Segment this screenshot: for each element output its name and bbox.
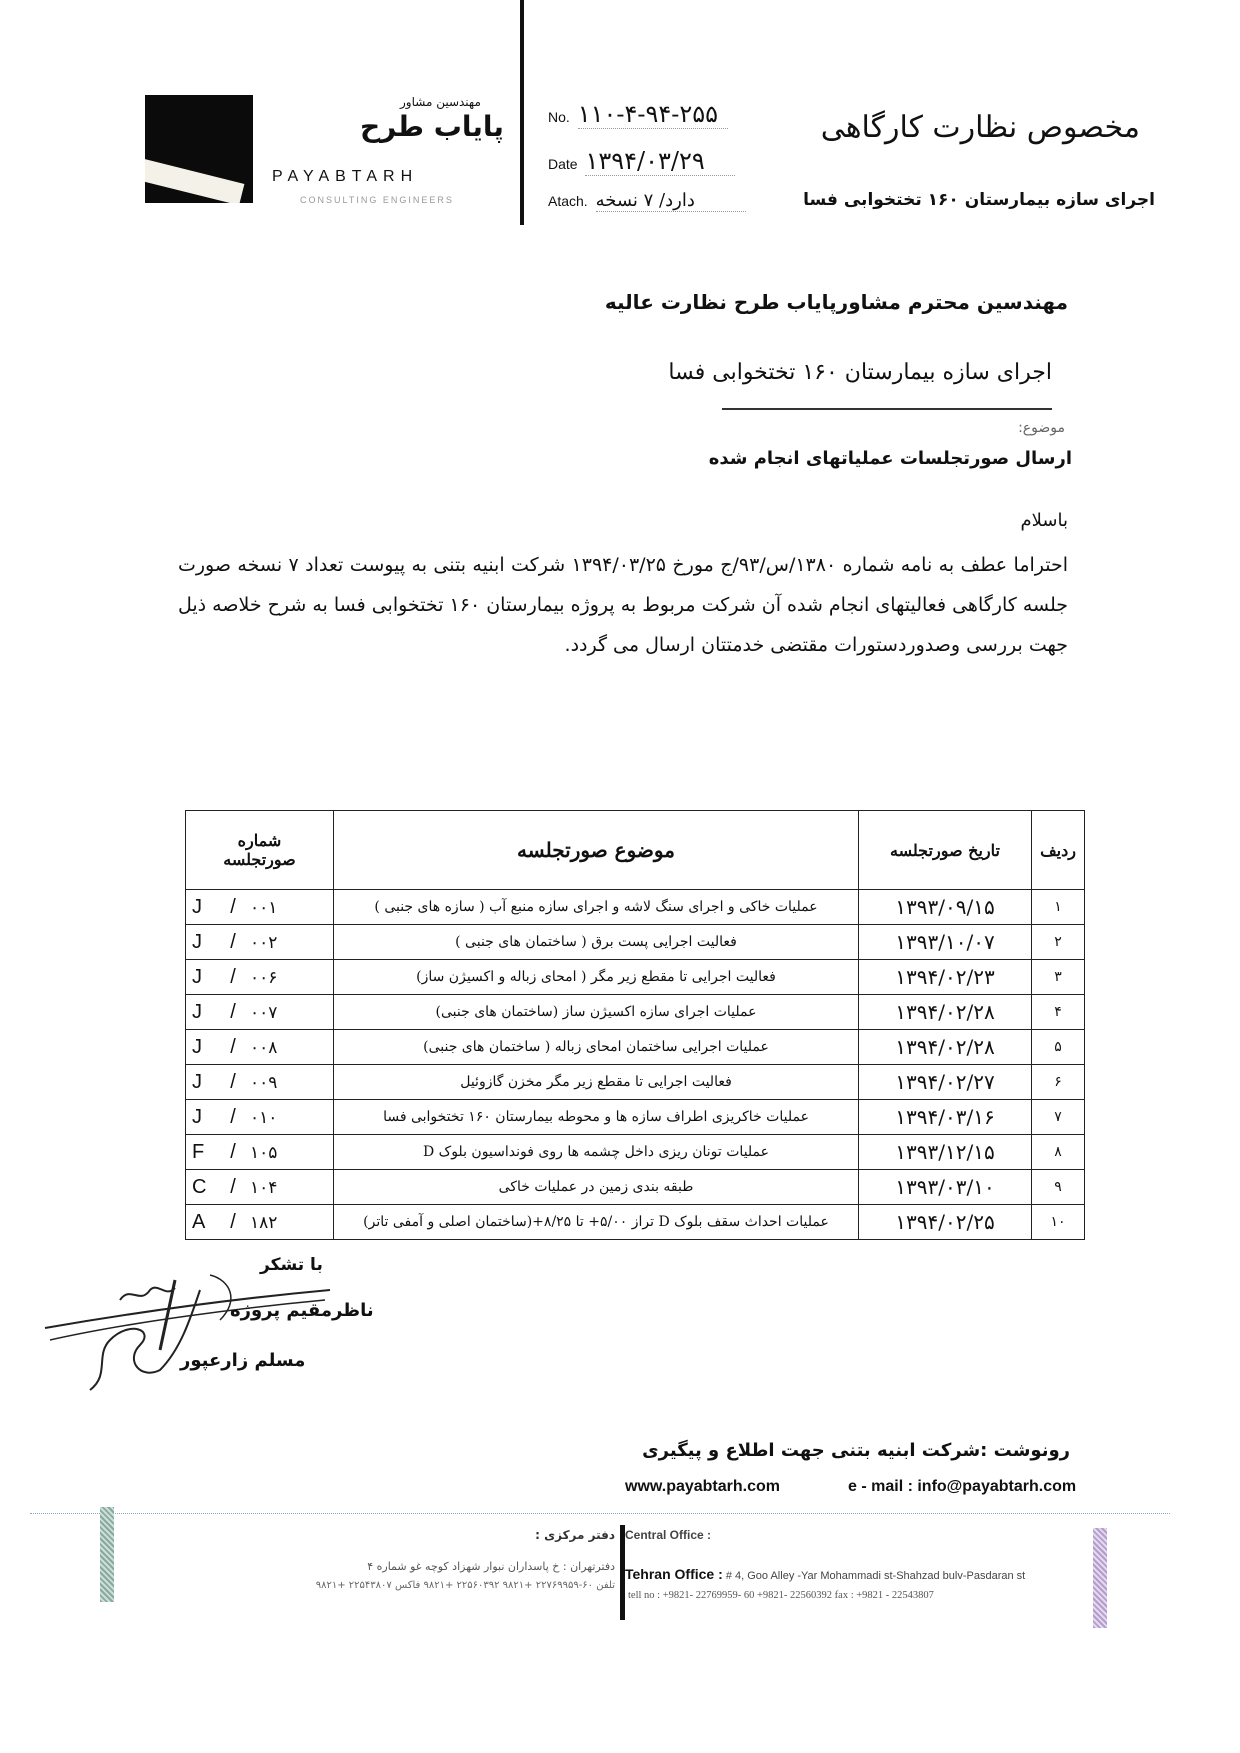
session-series: J	[192, 965, 202, 988]
cell-session-number	[186, 1170, 334, 1205]
sessions-table	[185, 810, 1085, 1240]
special-title: مخصوص نظارت کارگاهی	[820, 110, 1140, 145]
session-code: ۱۰۴	[250, 1177, 278, 1198]
session-series: J	[192, 895, 202, 918]
cell-date: ۱۳۹۳/۱۲/۱۵	[859, 1135, 1032, 1170]
session-series: J	[192, 1000, 202, 1023]
cell-row-number: ۵	[1032, 1030, 1085, 1065]
cell-session-number	[186, 925, 334, 960]
session-separator: /	[230, 1140, 236, 1163]
project-underline	[722, 408, 1052, 410]
cell-date: ۱۳۹۴/۰۲/۲۷	[859, 1065, 1032, 1100]
cell-session-number	[186, 1030, 334, 1065]
table-row	[186, 890, 1085, 925]
signer-role: ناظرمقیم پروژه	[230, 1300, 374, 1321]
tehran-office-fa: دفترتهران : خ پاسداران نبوار شهزاد کوچه غو شماره ۴	[367, 1560, 615, 1573]
tehran-office-label: Tehran Office :	[625, 1566, 723, 1582]
central-office-fa: دفتر مرکزی :	[535, 1528, 615, 1542]
cell-session-number	[186, 890, 334, 925]
letter-date-label: Date	[548, 156, 578, 172]
cell-row-number: ۱	[1032, 890, 1085, 925]
letter-number-label: No.	[548, 109, 570, 125]
header-divider	[520, 0, 524, 225]
cell-subject: عملیات تونان ریزی داخل چشمه ها روی فونداسیون بلوک D	[334, 1135, 859, 1170]
session-series: C	[192, 1175, 207, 1198]
table-row	[186, 1205, 1085, 1240]
letter-number-row	[548, 100, 728, 129]
table-body	[186, 890, 1085, 1240]
tehran-office-address: # 4, Goo Alley -Yar Mohammadi st-Shahzad bulv-Pasdaran st	[725, 1570, 1026, 1582]
cell-date: ۱۳۹۳/۰۳/۱۰	[859, 1170, 1032, 1205]
letter-date-value: ۱۳۹۴/۰۳/۲۹	[585, 147, 735, 176]
cell-subject: عملیات احداث سقف بلوک D تراز ۵/۰۰+ تا ۸/۲۵+(ساختمان اصلی و آمفی تاتر)	[334, 1205, 859, 1240]
cell-subject: عملیات اجرایی ساختمان امحای زباله ( ساختمان های جنبی)	[334, 1030, 859, 1065]
signature-scribble	[40, 1260, 340, 1400]
cell-subject: فعالیت اجرایی پست برق ( ساختمان های جنبی )	[334, 925, 859, 960]
logo-stripe	[145, 157, 244, 203]
session-series: A	[192, 1210, 206, 1233]
carbon-copy: رونوشت :شرکت ابنیه بتنی جهت اطلاع و پیگیری	[642, 1440, 1070, 1461]
header-session-number-line2: صورتجلسه	[223, 850, 296, 869]
cell-subject: عملیات خاکریزی اطراف سازه ها و محوطه بیمارستان ۱۶۰ تختخوابی فسا	[334, 1100, 859, 1135]
cell-date: ۱۳۹۳/۱۰/۰۷	[859, 925, 1032, 960]
session-code: ۰۰۸	[250, 1037, 278, 1058]
session-code: ۰۱۰	[250, 1107, 278, 1128]
cell-session-number	[186, 1065, 334, 1100]
central-office-en: Central Office :	[625, 1528, 712, 1542]
cell-session-number	[186, 995, 334, 1030]
cell-subject: عملیات اجرای سازه اکسیژن ساز (ساختمان های جنبی)	[334, 995, 859, 1030]
cell-subject: فعالیت اجرایی تا مقطع زیر مگر ( امحای زباله و اکسیژن ساز)	[334, 960, 859, 995]
session-code: ۰۰۹	[250, 1072, 278, 1093]
session-series: F	[192, 1140, 205, 1163]
phone-en: tell no : +9821- 22769959- 60 +9821- 22560392 fax : +9821 - 22543807	[628, 1590, 934, 1601]
cell-date: ۱۳۹۴/۰۲/۲۸	[859, 1030, 1032, 1065]
session-code: ۰۰۷	[250, 1002, 278, 1023]
session-separator: /	[230, 965, 236, 988]
cell-session-number	[186, 1205, 334, 1240]
session-separator: /	[230, 1175, 236, 1198]
session-separator: /	[230, 1000, 236, 1023]
company-logo	[145, 95, 253, 203]
cell-subject: عملیات خاکی و اجرای سنگ لاشه و اجرای سازه منبع آب ( سازه های جنبی )	[334, 890, 859, 925]
session-series: J	[192, 1070, 202, 1093]
cell-session-number	[186, 960, 334, 995]
website-link[interactable]: www.payabtarh.com	[625, 1478, 780, 1495]
header-session-number	[186, 811, 334, 890]
footer-rule	[30, 1513, 1170, 1515]
table-row	[186, 1135, 1085, 1170]
brand-subtitle-en: CONSULTING ENGINEERS	[300, 195, 454, 205]
letter-date-row	[548, 147, 735, 176]
table-row	[186, 1030, 1085, 1065]
email-link[interactable]: e - mail : info@payabtarh.com	[848, 1478, 1077, 1495]
table-row	[186, 925, 1085, 960]
session-code: ۱۸۲	[250, 1212, 278, 1233]
header-subject: موضوع صورتجلسه	[334, 811, 859, 890]
subject: ارسال صورتجلسات عملیاتهای انجام شده	[708, 448, 1072, 469]
table-row	[186, 1065, 1085, 1100]
cell-date: ۱۳۹۴/۰۲/۲۳	[859, 960, 1032, 995]
cell-subject: فعالیت اجرایی تا مقطع زیر مگر مخزن گازوئیل	[334, 1065, 859, 1100]
session-code: ۱۰۵	[250, 1142, 278, 1163]
table-row	[186, 960, 1085, 995]
letter-number-value: ۱۱۰-۴-۹۴-۲۵۵	[578, 100, 728, 129]
cell-subject: طبقه بندی زمین در عملیات خاکی	[334, 1170, 859, 1205]
header-row-number: ردیف	[1032, 811, 1085, 890]
footer-decor-left	[100, 1507, 114, 1602]
project-header: اجرای سازه بیمارستان ۱۶۰ تختخوابی فسا	[803, 190, 1155, 210]
attachment-value: دارد/ ۷ نسخه	[596, 190, 746, 212]
greeting: باسلام	[1020, 510, 1068, 531]
session-separator: /	[230, 895, 236, 918]
attachment-label: Atach.	[548, 193, 588, 209]
table-row	[186, 1100, 1085, 1135]
cell-session-number	[186, 1100, 334, 1135]
cell-date: ۱۳۹۴/۰۲/۲۸	[859, 995, 1032, 1030]
session-code: ۰۰۶	[250, 967, 278, 988]
cell-row-number: ۹	[1032, 1170, 1085, 1205]
cell-row-number: ۶	[1032, 1065, 1085, 1100]
session-series: J	[192, 1105, 202, 1128]
cell-row-number: ۳	[1032, 960, 1085, 995]
session-separator: /	[230, 1105, 236, 1128]
cell-row-number: ۴	[1032, 995, 1085, 1030]
cell-date: ۱۳۹۴/۰۲/۲۵	[859, 1205, 1032, 1240]
session-code: ۰۰۲	[250, 932, 278, 953]
signer-name: مسلم زارعپور	[180, 1350, 306, 1371]
session-code: ۰۰۱	[250, 897, 278, 918]
attachment-row	[548, 190, 746, 212]
cell-row-number: ۷	[1032, 1100, 1085, 1135]
project-line: اجرای سازه بیمارستان ۱۶۰ تختخوابی فسا	[668, 360, 1052, 385]
recipient: مهندسین محترم مشاورپایاب طرح نظارت عالیه	[604, 290, 1068, 314]
footer-decor-right	[1093, 1528, 1107, 1628]
cell-row-number: ۸	[1032, 1135, 1085, 1170]
cell-row-number: ۱۰	[1032, 1205, 1085, 1240]
session-series: J	[192, 1035, 202, 1058]
table-header-row	[186, 811, 1085, 890]
tehran-office-en	[625, 1566, 1025, 1582]
session-series: J	[192, 930, 202, 953]
cell-date: ۱۳۹۳/۰۹/۱۵	[859, 890, 1032, 925]
cell-row-number: ۲	[1032, 925, 1085, 960]
brand-tagline-fa: مهندسین مشاور	[400, 95, 481, 109]
header-session-number-line1: شماره	[237, 831, 282, 850]
cell-date: ۱۳۹۴/۰۳/۱۶	[859, 1100, 1032, 1135]
session-separator: /	[230, 930, 236, 953]
body-paragraph: احتراما عطف به نامه شماره ۱۳۸۰/س/۹۳/ج مورخ ۱۳۹۴/۰۳/۲۵ شرکت ابنیه بتنی به پیوست تعداد ۷ نسخه صورت جلسه کارگاهی فعالیتهای انجام شده آن شرکت مربوط به پروژه بیمارستان ۱۶۰ تختخوابی فسا به شرح خلاصه ذیل جهت بررسی وصدوردستورات مقتضی خدمتتان ارسال می گردد.	[178, 554, 1069, 656]
table-row	[186, 1170, 1085, 1205]
brand-name-fa: پایاب طرح	[360, 110, 504, 143]
session-separator: /	[230, 1035, 236, 1058]
cell-session-number	[186, 1135, 334, 1170]
subject-label: موضوع:	[1018, 420, 1065, 436]
brand-name-en: PAYABTARH	[272, 168, 419, 185]
session-separator: /	[230, 1070, 236, 1093]
session-separator: /	[230, 1210, 236, 1233]
header-date: تاریخ صورتجلسه	[859, 811, 1032, 890]
closing-thanks: با تشکر	[260, 1255, 323, 1275]
phone-fa: تلفن ۶۰-۲۲۷۶۹۹۵۹ +۹۸۲۱ ۲۲۵۶۰۳۹۲ +۹۸۲۱ فاکس ۲۲۵۴۳۸۰۷ +۹۸۲۱	[315, 1580, 615, 1591]
table-row	[186, 995, 1085, 1030]
